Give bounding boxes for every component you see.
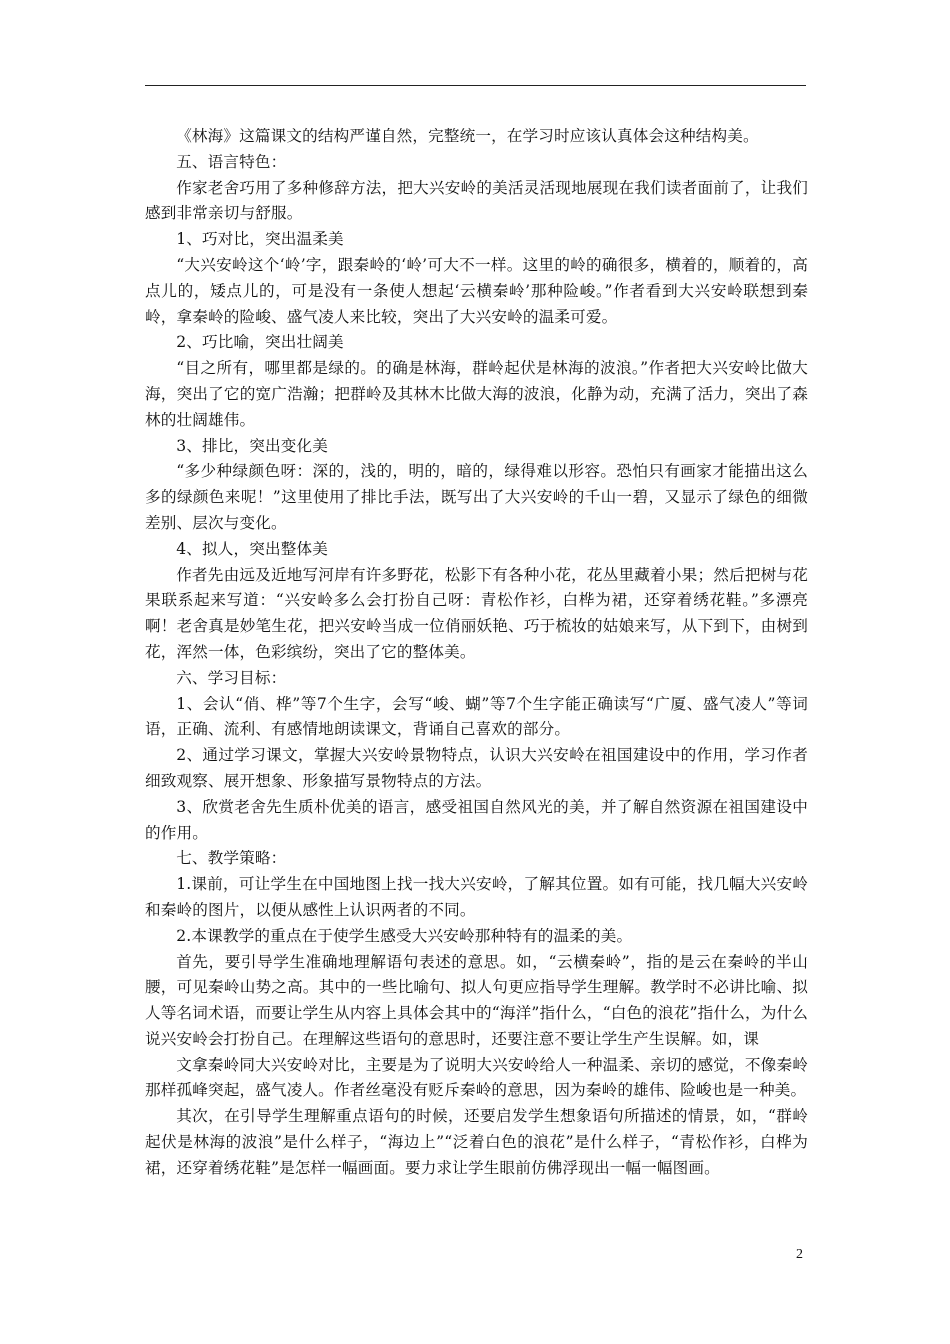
paragraph: 作者先由远及近地写河岸有许多野花，松影下有各种小花，花丛里藏着小果；然后把树与花果联系起来写道：“兴安岭多么会打扮自己呀：青松作衫，白桦为裙，还穿着绣花鞋。”多漂亮啊！老舍真是妙笔生花，把兴安岭当成一位俏丽妖艳、巧于梳妆的姑娘来写，从下到下，由树到花，浑然一体，色彩缤纷，突出了它的整体美。: [145, 565, 808, 661]
list-item: 1、会认“俏、桦”等7个生字，会写“峻、蝴”等7个生字能正确读写“广厦、盛气凌人”等词语，正确、流利、有感情地朗读课文，背诵自己喜欢的部分。: [145, 694, 808, 739]
paragraph: 文拿秦岭同大兴安岭对比，主要是为了说明大兴安岭给人一种温柔、亲切的感觉，不像秦岭那样孤峰突起，盛气凌人。作者丝毫没有贬斥秦岭的意思，因为秦岭的雄伟、险峻也是一种美。: [145, 1055, 808, 1100]
section-heading: 七、教学策略：: [176, 849, 287, 868]
list-item: 2.本课教学的重点在于使学生感受大兴安岭那种特有的温柔的美。: [176, 926, 633, 945]
paragraph: 首先，要引导学生准确地理解语句表述的意思。如，“云横秦岭”，指的是云在秦岭的半山腰，可见秦岭山势之高。其中的一些比喻句、拟人句更应指导学生理解。教学时不必讲比喻、拟人等名词术语，而要让学生从内容上具体会其中的“海洋”指什么，“白色的浪花”指什么，为什么说兴安岭会打扮自己。在理解这些语句的意思时，还要注意不要让学生产生误解。如，课: [145, 952, 808, 1048]
subheading: 1、巧对比，突出温柔美: [176, 230, 344, 249]
paragraph: 《林海》这篇课文的结构严谨自然，完整统一，在学习时应该认真体会这种结构美。: [176, 127, 759, 145]
list-item: 1.课前，可让学生在中国地图上找一找大兴安岭，了解其位置。如有可能，找几幅大兴安岭和秦岭的图片，以便从感性上认识两者的不同。: [145, 875, 808, 919]
subheading: 3、排比，突出变化美: [176, 436, 328, 455]
section-heading: 六、学习目标：: [176, 668, 287, 687]
subheading: 2、巧比喻，突出壮阔美: [176, 333, 344, 352]
subheading: 4、拟人，突出整体美: [176, 539, 328, 558]
list-item: 2、通过学习课文，掌握大兴安岭景物特点，认识大兴安岭在祖国建设中的作用，学习作者细致观察、展开想象、形象描写景物特点的方法。: [145, 746, 808, 790]
paragraph: “大兴安岭这个‘岭’字，跟秦岭的‘岭’可大不一样。这里的岭的确很多，横着的，顺着的，高点儿的，矮点儿的，可是没有一条使人想起‘云横秦岭’那种险峻。”作者看到大兴安岭联想到秦岭，拿秦岭的险峻、盛气凌人来比较，突出了大兴安岭的温柔可爱。: [145, 255, 808, 326]
page-number: 2: [796, 1247, 803, 1262]
section-heading: 五、语言特色：: [176, 152, 287, 171]
paragraph: 作家老舍巧用了多种修辞方法，把大兴安岭的美活灵活现地展现在我们读者面前了，让我们感到非常亲切与舒服。: [145, 178, 808, 223]
paragraph: 其次，在引导学生理解重点语句的时候，还要启发学生想象语句所描述的情景，如，“群岭起伏是林海的波浪”是什么样子，“海边上”“泛着白色的浪花”是什么样子，“青松作衫，白桦为裙，还穿着绣花鞋”是怎样一幅画面。要力求让学生眼前仿佛浮现出一幅一幅图画。: [145, 1107, 808, 1177]
paragraph: “目之所有，哪里都是绿的。的确是林海，群岭起伏是林海的波浪。”作者把大兴安岭比做大海，突出了它的宽广浩瀚；把群岭及其林木比做大海的波浪，化静为动，充满了活力，突出了森林的壮阔雄伟。: [145, 359, 808, 429]
paragraph: “多少种绿颜色呀：深的，浅的，明的，暗的，绿得难以形容。恐怕只有画家才能描出这么多的绿颜色来呢！”这里使用了排比手法，既写出了大兴安岭的千山一碧，又显示了绿色的细微差别、层次与变化。: [145, 462, 808, 532]
list-item: 3、欣赏老舍先生质朴优美的语言，感受祖国自然风光的美，并了解自然资源在祖国建设中的作用。: [145, 797, 808, 842]
header-rule: [145, 85, 806, 86]
document-body: [145, 124, 808, 1182]
